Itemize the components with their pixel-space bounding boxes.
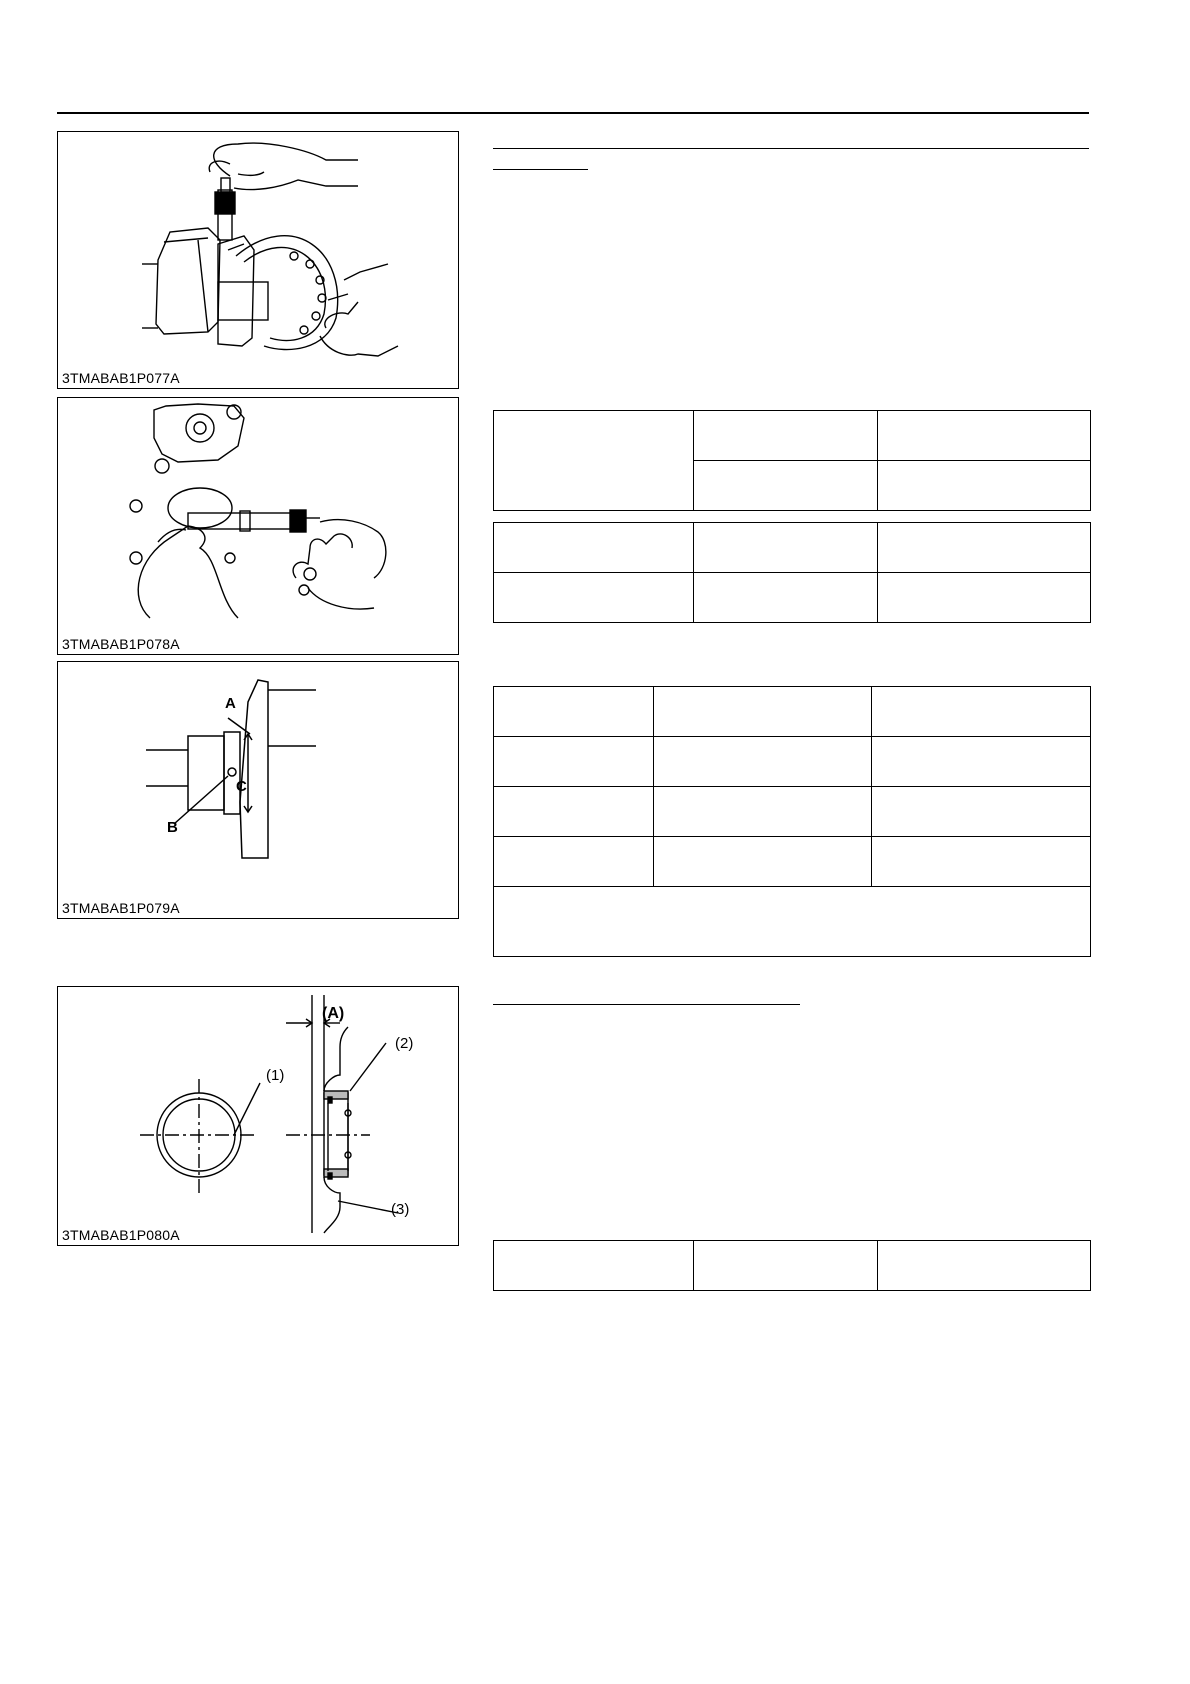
spec-table-1-cell (694, 461, 878, 511)
section-title-underline (493, 169, 588, 170)
spec-table-3-cell (872, 737, 1091, 787)
label-gap-a: (A) (322, 1005, 345, 1022)
label-2: (2) (395, 1035, 414, 1052)
spec-table-3-cell (654, 737, 872, 787)
label-b: B (167, 819, 178, 836)
figure-code-2: 3TMABAB1P078A (62, 636, 180, 652)
spec-table-3-cell (494, 687, 654, 737)
spec-table-2-cell (494, 523, 694, 573)
label-a: A (225, 695, 236, 712)
section-rule-top (493, 148, 1089, 149)
spec-table-2-cell (694, 523, 878, 573)
figure-code-3: 3TMABAB1P079A (62, 900, 180, 916)
figure-bearing-micrometer (57, 397, 459, 655)
figure-code-1: 3TMABAB1P077A (62, 370, 180, 386)
spec-table-4-cell (878, 1241, 1091, 1291)
spec-table-2-cell (878, 523, 1091, 573)
spec-table-2-cell (494, 573, 694, 623)
spec-table-2-cell (878, 573, 1091, 623)
spec-table-3-cell (872, 837, 1091, 887)
spec-table-3-cell (654, 837, 872, 887)
figure-bushing-section (57, 986, 459, 1246)
spec-table-2 (493, 522, 1091, 623)
figure-journal-points (57, 661, 459, 919)
spec-table-1 (493, 410, 1091, 511)
section2-title-underline (493, 1004, 800, 1005)
spec-table-1-cell (878, 461, 1091, 511)
label-3: (3) (391, 1201, 410, 1218)
spec-table-3-cell (494, 837, 654, 887)
spec-table-3-cell (494, 737, 654, 787)
spec-table-4-cell (494, 1241, 694, 1291)
label-c: C (236, 778, 247, 795)
spec-table-4-cell (694, 1241, 878, 1291)
crankpin-micrometer-illustration (58, 132, 458, 388)
figure-code-4: 3TMABAB1P080A (62, 1227, 180, 1243)
bearing-micrometer-illustration (58, 398, 458, 654)
spec-table-3-cell (494, 787, 654, 837)
spec-table-1-cell (694, 411, 878, 461)
label-1: (1) (266, 1067, 285, 1084)
spec-table-2-cell (694, 573, 878, 623)
spec-table-3-note-cell (494, 887, 1091, 957)
spec-table-3-cell (872, 787, 1091, 837)
spec-table-3-cell (872, 687, 1091, 737)
spec-table-3-cell (654, 687, 872, 737)
spec-table-3-cell (654, 787, 872, 837)
spec-table-3 (493, 686, 1091, 957)
spec-table-1-cell (878, 411, 1091, 461)
figure-crankpin-micrometer (57, 131, 459, 389)
journal-diagram (58, 662, 458, 918)
spec-table-1-cell (494, 411, 694, 511)
header-rule (57, 112, 1089, 114)
spec-table-4 (493, 1240, 1091, 1291)
